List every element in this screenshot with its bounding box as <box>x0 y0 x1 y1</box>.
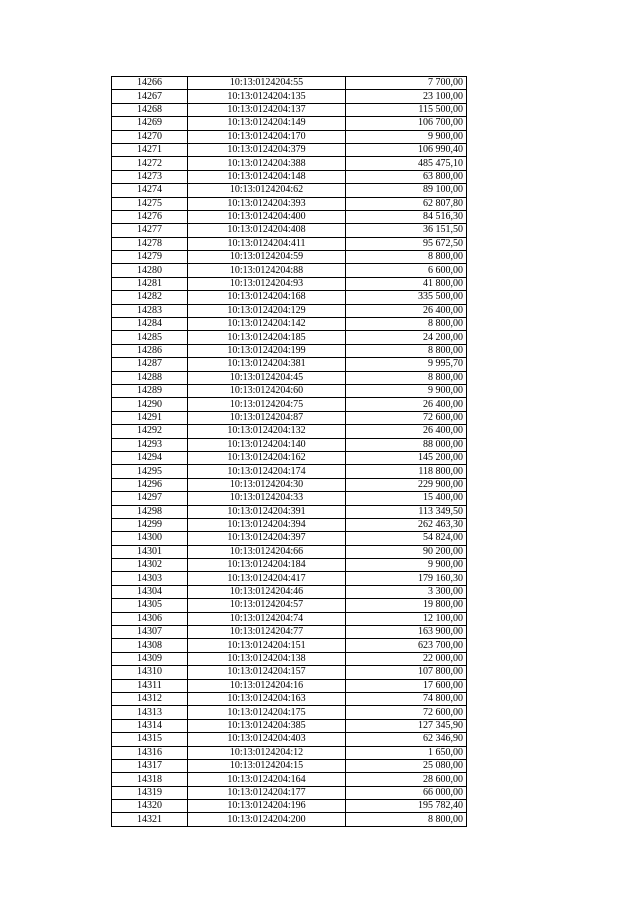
table-row <box>112 384 467 397</box>
row-number-cell: 14269 <box>112 117 188 130</box>
value-cell: 106 700,00 <box>346 117 467 130</box>
table-row <box>112 210 467 223</box>
row-number-cell: 14274 <box>112 184 188 197</box>
table-row <box>112 746 467 759</box>
row-number-cell: 14277 <box>112 224 188 237</box>
cadastral-number-cell: 10:13:0124204:74 <box>188 612 346 625</box>
value-cell: 9 995,70 <box>346 358 467 371</box>
cadastral-number-cell: 10:13:0124204:12 <box>188 746 346 759</box>
table-row <box>112 170 467 183</box>
row-number-cell: 14296 <box>112 478 188 491</box>
value-cell: 25 080,00 <box>346 759 467 772</box>
row-number-cell: 14320 <box>112 800 188 813</box>
value-cell: 1 650,00 <box>346 746 467 759</box>
value-cell: 62 346,90 <box>346 733 467 746</box>
row-number-cell: 14272 <box>112 157 188 170</box>
table-row <box>112 291 467 304</box>
value-cell: 8 800,00 <box>346 318 467 331</box>
table-row <box>112 224 467 237</box>
table-row <box>112 478 467 491</box>
value-cell: 22 000,00 <box>346 652 467 665</box>
cadastral-number-cell: 10:13:0124204:175 <box>188 706 346 719</box>
cadastral-number-cell: 10:13:0124204:59 <box>188 251 346 264</box>
table-row <box>112 344 467 357</box>
table-row <box>112 398 467 411</box>
cadastral-number-cell: 10:13:0124204:417 <box>188 572 346 585</box>
cadastral-number-cell: 10:13:0124204:403 <box>188 733 346 746</box>
value-cell: 7 700,00 <box>346 77 467 90</box>
table-row <box>112 652 467 665</box>
cadastral-number-cell: 10:13:0124204:55 <box>188 77 346 90</box>
cadastral-number-cell: 10:13:0124204:62 <box>188 184 346 197</box>
table-row <box>112 532 467 545</box>
row-number-cell: 14278 <box>112 237 188 250</box>
value-cell: 26 400,00 <box>346 425 467 438</box>
cadastral-number-cell: 10:13:0124204:388 <box>188 157 346 170</box>
table-row <box>112 77 467 90</box>
value-cell: 23 100,00 <box>346 90 467 103</box>
table-row <box>112 90 467 103</box>
table-row <box>112 626 467 639</box>
row-number-cell: 14308 <box>112 639 188 652</box>
table-row <box>112 277 467 290</box>
cadastral-number-cell: 10:13:0124204:408 <box>188 224 346 237</box>
table-row <box>112 572 467 585</box>
row-number-cell: 14289 <box>112 384 188 397</box>
value-cell: 9 900,00 <box>346 130 467 143</box>
table-row <box>112 773 467 786</box>
cadastral-number-cell: 10:13:0124204:93 <box>188 277 346 290</box>
cadastral-number-cell: 10:13:0124204:66 <box>188 545 346 558</box>
value-cell: 28 600,00 <box>346 773 467 786</box>
row-number-cell: 14310 <box>112 666 188 679</box>
table-row <box>112 733 467 746</box>
value-cell: 106 990,40 <box>346 143 467 156</box>
row-number-cell: 14290 <box>112 398 188 411</box>
cadastral-number-cell: 10:13:0124204:88 <box>188 264 346 277</box>
cadastral-number-cell: 10:13:0124204:393 <box>188 197 346 210</box>
table-row <box>112 318 467 331</box>
cadastral-number-cell: 10:13:0124204:164 <box>188 773 346 786</box>
value-cell: 36 151,50 <box>346 224 467 237</box>
cadastral-number-cell: 10:13:0124204:385 <box>188 719 346 732</box>
table-row <box>112 143 467 156</box>
row-number-cell: 14281 <box>112 277 188 290</box>
table-row <box>112 197 467 210</box>
value-cell: 195 782,40 <box>346 800 467 813</box>
value-cell: 229 900,00 <box>346 478 467 491</box>
row-number-cell: 14275 <box>112 197 188 210</box>
row-number-cell: 14291 <box>112 411 188 424</box>
value-cell: 72 600,00 <box>346 706 467 719</box>
table-row <box>112 304 467 317</box>
row-number-cell: 14268 <box>112 103 188 116</box>
row-number-cell: 14319 <box>112 786 188 799</box>
value-cell: 145 200,00 <box>346 451 467 464</box>
row-number-cell: 14282 <box>112 291 188 304</box>
table-row <box>112 759 467 772</box>
table-row <box>112 679 467 692</box>
cadastral-number-cell: 10:13:0124204:129 <box>188 304 346 317</box>
cadastral-number-cell: 10:13:0124204:185 <box>188 331 346 344</box>
value-cell: 63 800,00 <box>346 170 467 183</box>
cadastral-number-cell: 10:13:0124204:177 <box>188 786 346 799</box>
row-number-cell: 14314 <box>112 719 188 732</box>
value-cell: 95 672,50 <box>346 237 467 250</box>
cadastral-number-cell: 10:13:0124204:75 <box>188 398 346 411</box>
value-cell: 485 475,10 <box>346 157 467 170</box>
row-number-cell: 14312 <box>112 692 188 705</box>
value-cell: 19 800,00 <box>346 599 467 612</box>
row-number-cell: 14270 <box>112 130 188 143</box>
cadastral-number-cell: 10:13:0124204:184 <box>188 559 346 572</box>
row-number-cell: 14303 <box>112 572 188 585</box>
cadastral-value-table <box>111 76 467 827</box>
cadastral-number-cell: 10:13:0124204:170 <box>188 130 346 143</box>
row-number-cell: 14316 <box>112 746 188 759</box>
row-number-cell: 14286 <box>112 344 188 357</box>
value-cell: 179 160,30 <box>346 572 467 585</box>
table-row <box>112 184 467 197</box>
value-cell: 262 463,30 <box>346 518 467 531</box>
table-body <box>112 77 467 827</box>
value-cell: 8 800,00 <box>346 371 467 384</box>
row-number-cell: 14288 <box>112 371 188 384</box>
value-cell: 9 900,00 <box>346 559 467 572</box>
row-number-cell: 14287 <box>112 358 188 371</box>
row-number-cell: 14279 <box>112 251 188 264</box>
cadastral-number-cell: 10:13:0124204:45 <box>188 371 346 384</box>
table-row <box>112 706 467 719</box>
table-row <box>112 237 467 250</box>
table-row <box>112 130 467 143</box>
cadastral-number-cell: 10:13:0124204:394 <box>188 518 346 531</box>
table-row <box>112 800 467 813</box>
cadastral-number-cell: 10:13:0124204:77 <box>188 626 346 639</box>
row-number-cell: 14298 <box>112 505 188 518</box>
table-row <box>112 719 467 732</box>
value-cell: 84 516,30 <box>346 210 467 223</box>
row-number-cell: 14321 <box>112 813 188 826</box>
cadastral-number-cell: 10:13:0124204:400 <box>188 210 346 223</box>
value-cell: 3 300,00 <box>346 585 467 598</box>
row-number-cell: 14315 <box>112 733 188 746</box>
row-number-cell: 14313 <box>112 706 188 719</box>
value-cell: 89 100,00 <box>346 184 467 197</box>
table-row <box>112 692 467 705</box>
value-cell: 107 800,00 <box>346 666 467 679</box>
row-number-cell: 14311 <box>112 679 188 692</box>
cadastral-number-cell: 10:13:0124204:162 <box>188 451 346 464</box>
cadastral-number-cell: 10:13:0124204:30 <box>188 478 346 491</box>
row-number-cell: 14284 <box>112 318 188 331</box>
cadastral-number-cell: 10:13:0124204:132 <box>188 425 346 438</box>
row-number-cell: 14307 <box>112 626 188 639</box>
row-number-cell: 14306 <box>112 612 188 625</box>
value-cell: 90 200,00 <box>346 545 467 558</box>
row-number-cell: 14285 <box>112 331 188 344</box>
value-cell: 623 700,00 <box>346 639 467 652</box>
value-cell: 113 349,50 <box>346 505 467 518</box>
value-cell: 24 200,00 <box>346 331 467 344</box>
table-row <box>112 813 467 826</box>
cadastral-number-cell: 10:13:0124204:379 <box>188 143 346 156</box>
table-row <box>112 545 467 558</box>
value-cell: 8 800,00 <box>346 813 467 826</box>
cadastral-number-cell: 10:13:0124204:137 <box>188 103 346 116</box>
value-cell: 41 800,00 <box>346 277 467 290</box>
row-number-cell: 14267 <box>112 90 188 103</box>
value-cell: 54 824,00 <box>346 532 467 545</box>
row-number-cell: 14271 <box>112 143 188 156</box>
value-cell: 17 600,00 <box>346 679 467 692</box>
value-cell: 62 807,80 <box>346 197 467 210</box>
row-number-cell: 14273 <box>112 170 188 183</box>
table-row <box>112 451 467 464</box>
value-cell: 6 600,00 <box>346 264 467 277</box>
row-number-cell: 14318 <box>112 773 188 786</box>
value-cell: 163 900,00 <box>346 626 467 639</box>
table-row <box>112 559 467 572</box>
value-cell: 26 400,00 <box>346 304 467 317</box>
row-number-cell: 14280 <box>112 264 188 277</box>
table-row <box>112 438 467 451</box>
value-cell: 9 900,00 <box>346 384 467 397</box>
row-number-cell: 14294 <box>112 451 188 464</box>
row-number-cell: 14299 <box>112 518 188 531</box>
table-row <box>112 264 467 277</box>
cadastral-number-cell: 10:13:0124204:135 <box>188 90 346 103</box>
row-number-cell: 14300 <box>112 532 188 545</box>
table-row <box>112 666 467 679</box>
cadastral-number-cell: 10:13:0124204:168 <box>188 291 346 304</box>
cadastral-number-cell: 10:13:0124204:157 <box>188 666 346 679</box>
table-row <box>112 103 467 116</box>
value-cell: 8 800,00 <box>346 251 467 264</box>
value-cell: 127 345,90 <box>346 719 467 732</box>
row-number-cell: 14283 <box>112 304 188 317</box>
row-number-cell: 14292 <box>112 425 188 438</box>
table-row <box>112 425 467 438</box>
row-number-cell: 14293 <box>112 438 188 451</box>
table-row <box>112 331 467 344</box>
table-row <box>112 612 467 625</box>
table-row <box>112 518 467 531</box>
table-row <box>112 599 467 612</box>
table-row <box>112 492 467 505</box>
cadastral-number-cell: 10:13:0124204:16 <box>188 679 346 692</box>
cadastral-number-cell: 10:13:0124204:411 <box>188 237 346 250</box>
cadastral-number-cell: 10:13:0124204:142 <box>188 318 346 331</box>
row-number-cell: 14304 <box>112 585 188 598</box>
value-cell: 88 000,00 <box>346 438 467 451</box>
cadastral-number-cell: 10:13:0124204:199 <box>188 344 346 357</box>
table-row <box>112 358 467 371</box>
cadastral-number-cell: 10:13:0124204:196 <box>188 800 346 813</box>
row-number-cell: 14305 <box>112 599 188 612</box>
value-cell: 26 400,00 <box>346 398 467 411</box>
table-row <box>112 585 467 598</box>
table-row <box>112 465 467 478</box>
table-row <box>112 371 467 384</box>
table-row <box>112 117 467 130</box>
row-number-cell: 14317 <box>112 759 188 772</box>
value-cell: 72 600,00 <box>346 411 467 424</box>
cadastral-number-cell: 10:13:0124204:33 <box>188 492 346 505</box>
table-row <box>112 411 467 424</box>
cadastral-number-cell: 10:13:0124204:87 <box>188 411 346 424</box>
cadastral-number-cell: 10:13:0124204:174 <box>188 465 346 478</box>
table-row <box>112 639 467 652</box>
row-number-cell: 14301 <box>112 545 188 558</box>
value-cell: 74 800,00 <box>346 692 467 705</box>
cadastral-number-cell: 10:13:0124204:138 <box>188 652 346 665</box>
row-number-cell: 14266 <box>112 77 188 90</box>
cadastral-number-cell: 10:13:0124204:140 <box>188 438 346 451</box>
value-cell: 118 800,00 <box>346 465 467 478</box>
cadastral-number-cell: 10:13:0124204:15 <box>188 759 346 772</box>
cadastral-number-cell: 10:13:0124204:149 <box>188 117 346 130</box>
cadastral-number-cell: 10:13:0124204:60 <box>188 384 346 397</box>
cadastral-number-cell: 10:13:0124204:163 <box>188 692 346 705</box>
value-cell: 115 500,00 <box>346 103 467 116</box>
table-row <box>112 505 467 518</box>
value-cell: 66 000,00 <box>346 786 467 799</box>
cadastral-number-cell: 10:13:0124204:46 <box>188 585 346 598</box>
cadastral-number-cell: 10:13:0124204:391 <box>188 505 346 518</box>
row-number-cell: 14276 <box>112 210 188 223</box>
row-number-cell: 14295 <box>112 465 188 478</box>
cadastral-number-cell: 10:13:0124204:57 <box>188 599 346 612</box>
cadastral-number-cell: 10:13:0124204:397 <box>188 532 346 545</box>
value-cell: 12 100,00 <box>346 612 467 625</box>
cadastral-number-cell: 10:13:0124204:151 <box>188 639 346 652</box>
cadastral-number-cell: 10:13:0124204:381 <box>188 358 346 371</box>
row-number-cell: 14302 <box>112 559 188 572</box>
cadastral-number-cell: 10:13:0124204:200 <box>188 813 346 826</box>
table-row <box>112 786 467 799</box>
table-row <box>112 157 467 170</box>
row-number-cell: 14297 <box>112 492 188 505</box>
value-cell: 335 500,00 <box>346 291 467 304</box>
value-cell: 15 400,00 <box>346 492 467 505</box>
table-row <box>112 251 467 264</box>
cadastral-number-cell: 10:13:0124204:148 <box>188 170 346 183</box>
row-number-cell: 14309 <box>112 652 188 665</box>
value-cell: 8 800,00 <box>346 344 467 357</box>
